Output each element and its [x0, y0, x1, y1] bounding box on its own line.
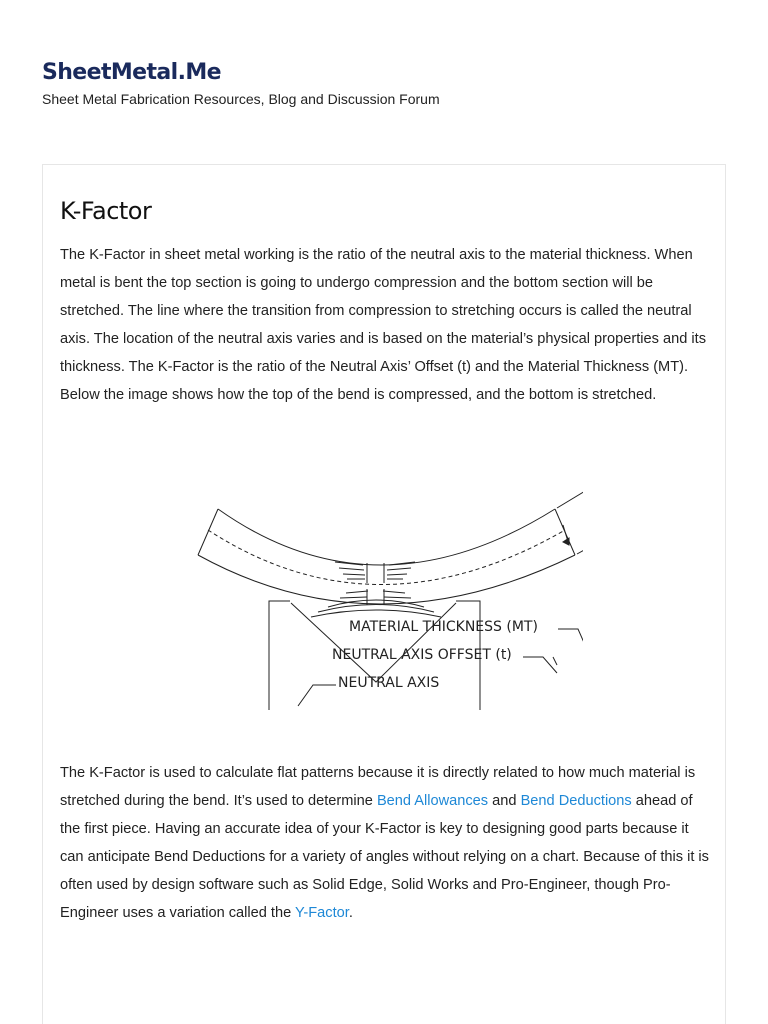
k-factor-bend-diagram [193, 455, 583, 745]
article-title: K-Factor [60, 197, 152, 225]
bent-sheet [198, 509, 575, 604]
tension-lines [311, 589, 441, 617]
label-neutral-axis-offset: NEUTRAL AXIS OFFSET (t) [332, 647, 512, 663]
site-header [42, 58, 742, 108]
usage-text-1: The K-Factor is used to calculate flat patterns because it is directly related to how much material is stretched during the bend. It’s used to determine [60, 765, 696, 809]
usage-text-and: and [488, 793, 521, 809]
usage-text-3: . [348, 905, 353, 921]
bend-allowances-link[interactable]: Bend Allowances [376, 793, 489, 809]
label-neutral-axis: NEUTRAL AXIS [338, 675, 440, 691]
site-title-link[interactable]: SheetMetal.Me [42, 60, 221, 85]
bend-deductions-link[interactable]: Bend Deductions [520, 793, 632, 809]
leader-lines [298, 629, 583, 706]
article-paragraph-usage [60, 759, 710, 927]
usage-text-2: ahead of the first piece. Having an accurate idea of your K-Factor is key to designing good parts because it can anticipate Bend Deductions for a variety of angles without relying on a chart. Because of this it is often used by design software such as Solid Edge, Solid Works and Pro-Engineer, though Pro-Engineer uses a variation called the [60, 793, 709, 921]
neutral-axis-line [208, 530, 565, 585]
site-tagline: Sheet Metal Fabrication Resources, Blog and Discussion Forum [42, 91, 440, 107]
article-paragraph-intro: The K-Factor in sheet metal working is the ratio of the neutral axis to the material thickness. When metal is bent the top section is going to undergo compression and the bottom section will be stretched. The line where the transition from compression to stretching occurs is called the neutral axis. The location of the neutral axis varies and is based on the material’s physical properties and its thickness. The K-Factor is the ratio of the Neutral Axis’ Offset (t) and the Material Thickness (MT). Below the image shows how the top of the bend is compressed, and the bottom is stretched. [60, 247, 706, 403]
y-factor-link[interactable]: Y-Factor [295, 905, 349, 921]
article-card [42, 164, 726, 1024]
label-material-thickness: MATERIAL THICKNESS (MT) [349, 619, 538, 635]
